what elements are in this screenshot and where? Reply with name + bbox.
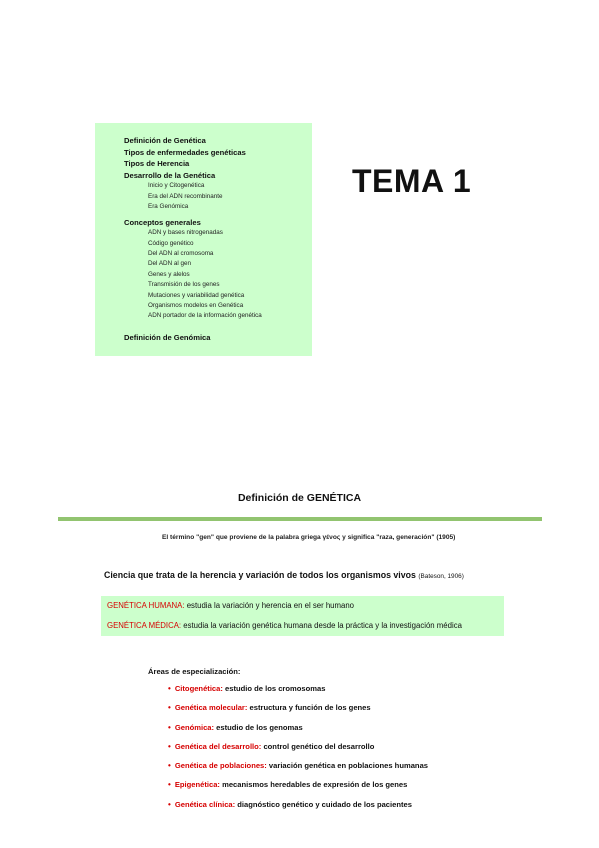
toc-conceptos-item: Del ADN al cromosoma: [148, 250, 214, 257]
area-desc: estudio de los cromosomas: [222, 684, 326, 693]
area-desc: estructura y función de los genes: [247, 703, 371, 713]
area-term: Genética de poblaciones:: [174, 761, 267, 771]
list-item: [168, 742, 428, 761]
definition-title: Definición de GENÉTICA: [237, 492, 362, 504]
area-desc: estudio de los genomas: [214, 722, 303, 732]
bullet-icon: •: [168, 799, 171, 809]
list-item: [168, 684, 428, 703]
table-of-contents: [95, 123, 312, 356]
area-term: Genética del desarrollo:: [174, 741, 262, 751]
definition-citation: (Bateson, 1906): [418, 573, 464, 580]
toc-conceptos-item: Del ADN al gen: [148, 260, 192, 268]
bullet-icon: •: [168, 722, 171, 732]
bullet-icon: •: [168, 741, 171, 751]
toc-definicion-genomica: Definición de Genómica: [124, 332, 211, 342]
area-term: Genética molecular:: [174, 703, 248, 713]
toc-conceptos-item: ADN y bases nitrogenadas: [148, 229, 223, 237]
genetica-medica-text: estudia la variación genética humana desde la práctica y la investigación médica: [181, 621, 462, 630]
toc-conceptos-item: ADN portador de la información genética: [148, 312, 262, 320]
genetica-humana-text: estudia la variación y herencia en el ser humano: [184, 601, 355, 610]
genetica-humana-box: [101, 596, 504, 616]
etymology-note: El término "gen" que proviene de la palabra griega γένος y significa "raza, generación" (1905): [162, 534, 456, 541]
area-term: Epigenética:: [174, 780, 220, 790]
area-desc: diagnóstico genético y cuidado de los pacientes: [235, 799, 412, 809]
section-divider: [58, 517, 542, 521]
toc-desarrollo-item: Era Genómica: [148, 203, 189, 211]
toc-tipos-enfermedades: Tipos de enfermedades genéticas: [124, 147, 246, 157]
toc-tipos-herencia: Tipos de Herencia: [124, 159, 190, 169]
definition-statement: [104, 570, 464, 580]
area-desc: mecanismos heredables de expresión de los genes: [219, 780, 408, 790]
bullet-icon: •: [168, 684, 171, 693]
area-desc: control genético del desarrollo: [261, 741, 375, 751]
list-item: [168, 703, 428, 722]
areas-title: Áreas de especialización:: [148, 667, 241, 676]
toc-desarrollo-item: Era del ADN recombinante: [148, 192, 223, 200]
toc-conceptos-item: Organismos modelos en Genética: [148, 302, 244, 310]
area-desc: variación genética en poblaciones humanas: [266, 761, 429, 771]
toc-conceptos-item: Transmisión de los genes: [148, 281, 220, 289]
toc-conceptos-item: Código genético: [148, 239, 194, 247]
toc-definicion-genetica: Definición de Genética: [124, 136, 206, 145]
bullet-icon: •: [168, 780, 171, 790]
definition-text: Ciencia que trata de la herencia y variación de todos los organismos vivos: [104, 570, 416, 580]
toc-conceptos-item: Genes y alelos: [148, 270, 190, 278]
bullet-icon: •: [168, 703, 171, 713]
genetica-humana-term: GENÉTICA HUMANA:: [107, 601, 185, 610]
genetica-medica-box: [101, 616, 504, 636]
area-term: Citogenética:: [174, 684, 223, 693]
area-term: Genética clínica:: [174, 799, 236, 809]
list-item: [168, 800, 428, 819]
genetica-medica-term: GENÉTICA MÉDICA:: [107, 621, 182, 630]
list-item: [168, 761, 428, 780]
areas-list: [168, 684, 428, 819]
tema-title: TEMA 1: [352, 163, 472, 199]
toc-desarrollo: Desarrollo de la Genética: [124, 170, 216, 180]
list-item: [168, 723, 428, 742]
toc-conceptos: Conceptos generales: [124, 217, 201, 227]
toc-desarrollo-item: Inicio y Citogenética: [148, 182, 205, 190]
area-term: Genómica:: [174, 722, 215, 732]
toc-conceptos-item: Mutaciones y variabilidad genética: [148, 291, 245, 299]
bullet-icon: •: [168, 761, 171, 771]
list-item: [168, 780, 428, 799]
